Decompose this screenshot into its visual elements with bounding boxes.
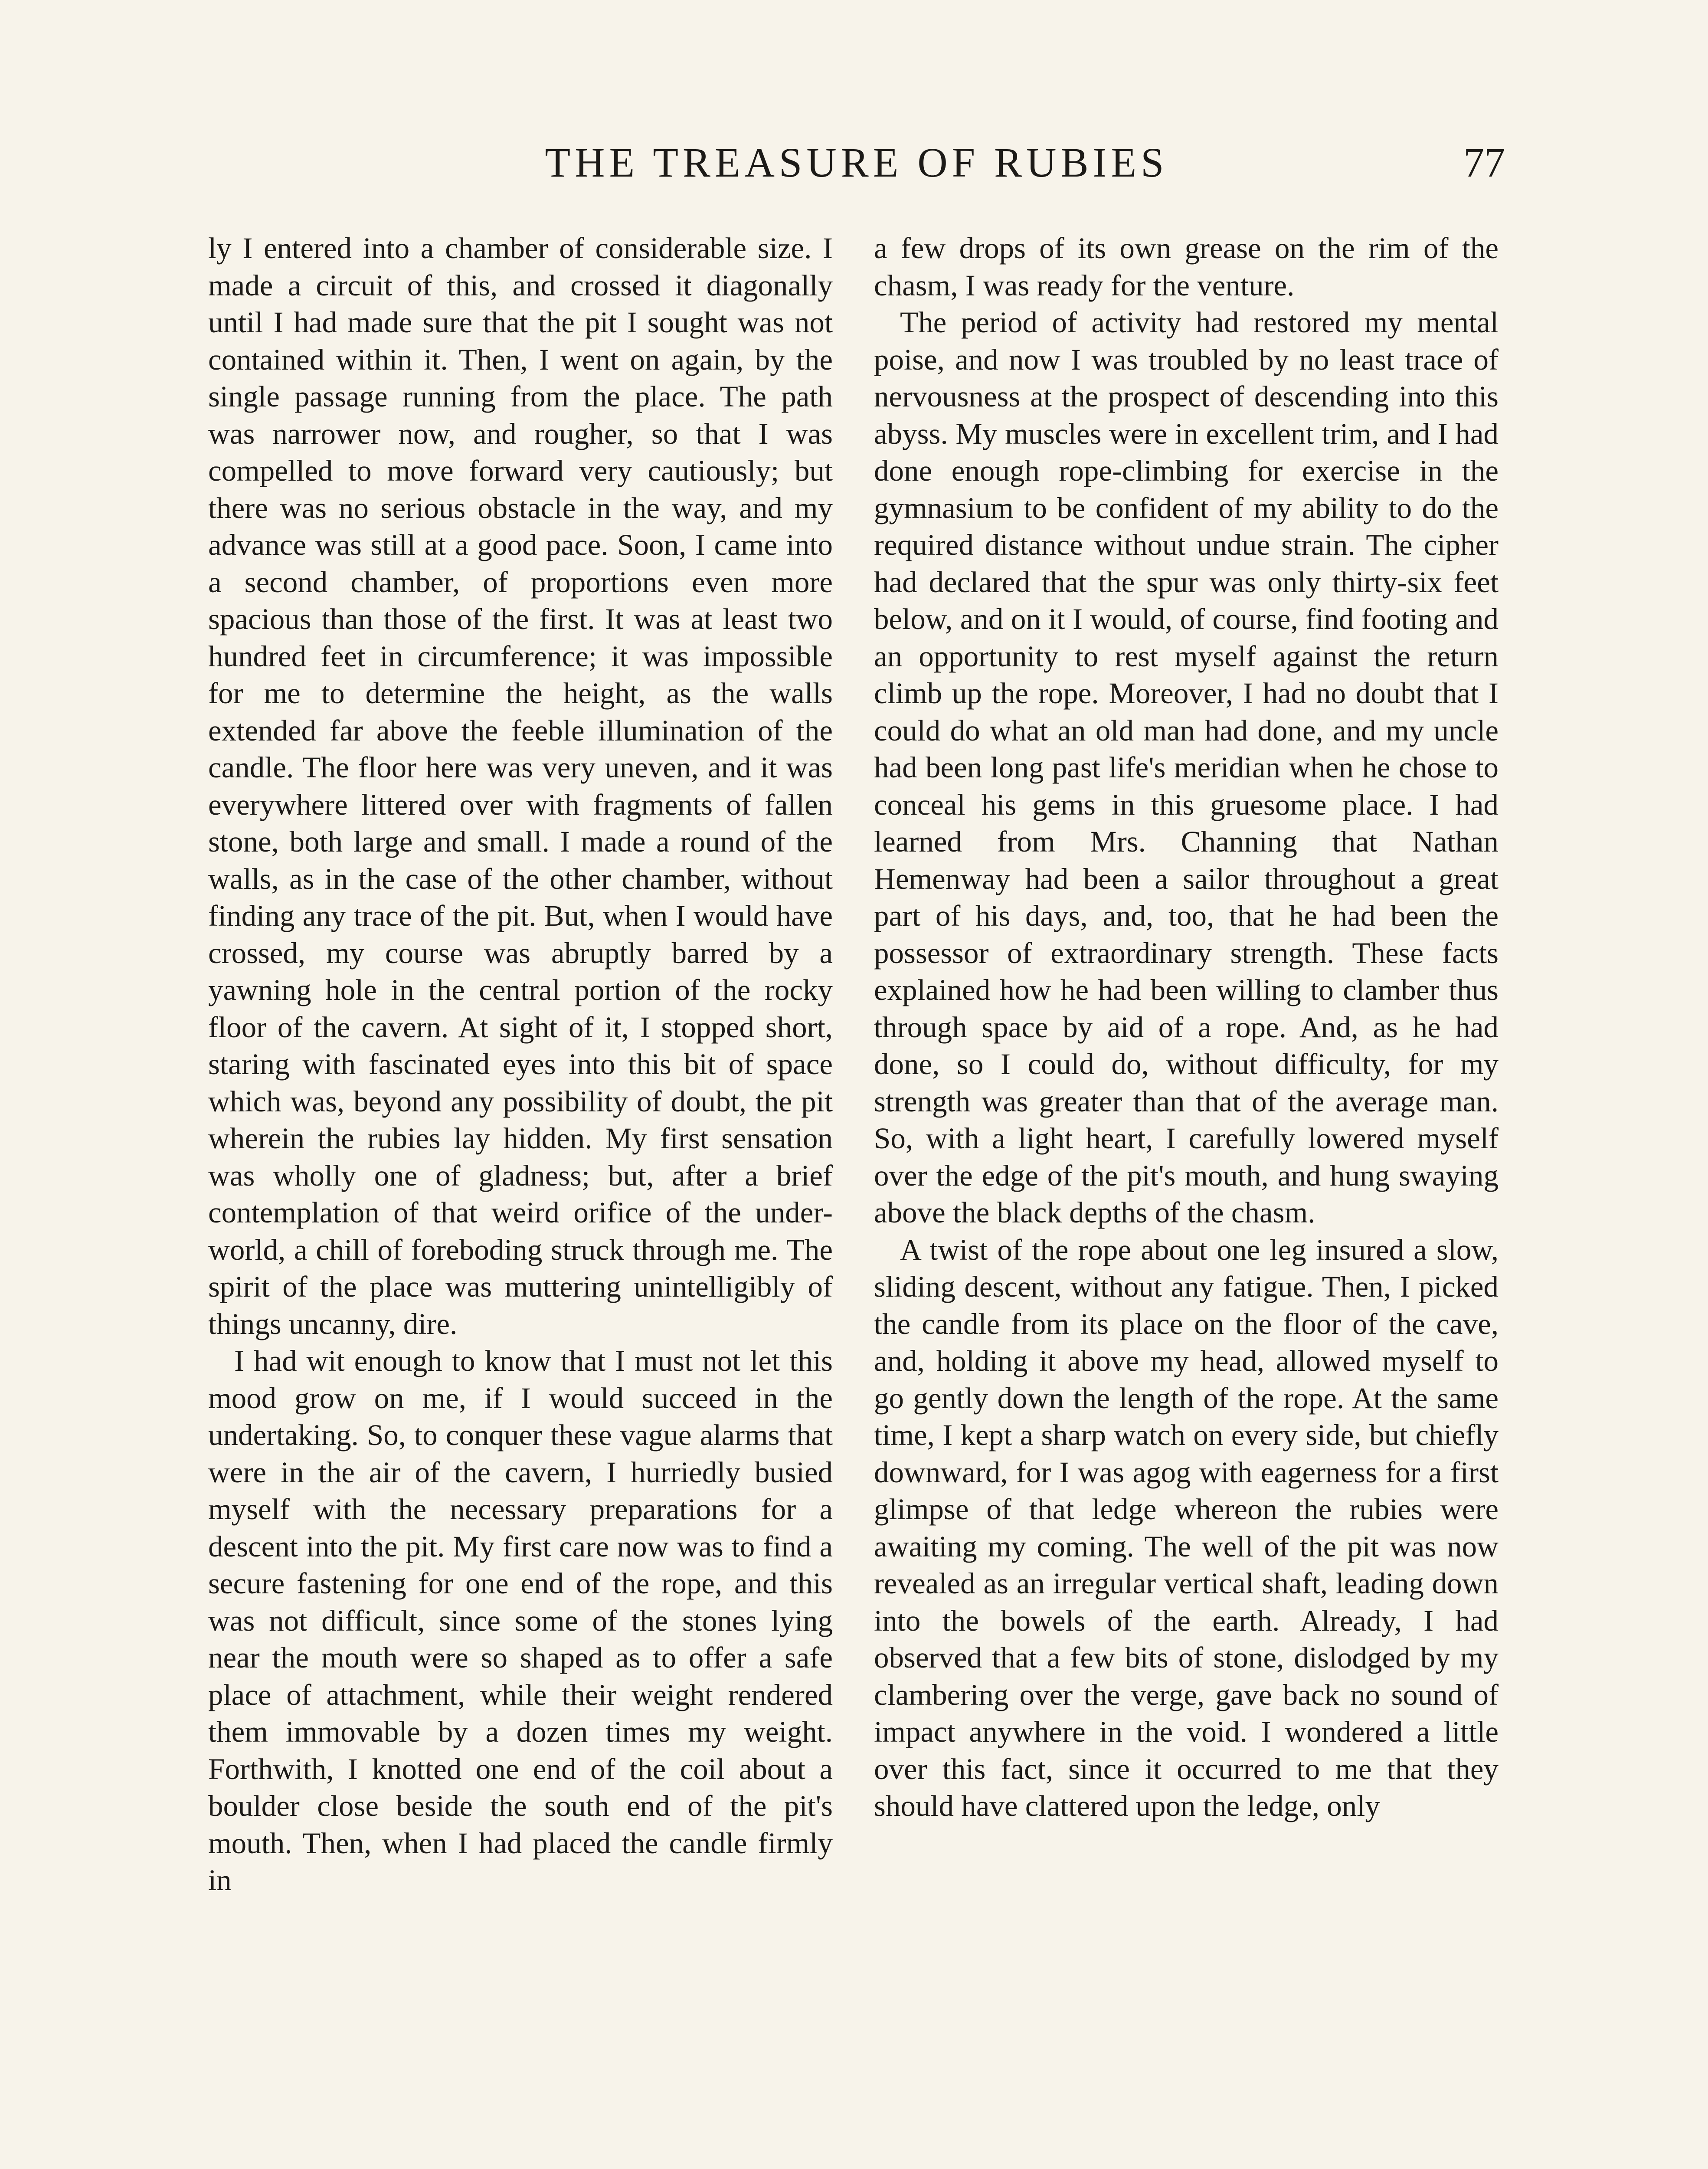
- paragraph: A twist of the rope about one leg insured a slow, sliding descent, without any fatigue. Then, I picked the candle from its place on the floor of the cave, and, holding it above my head, allowed myself to go gently down the length of the rope. At the same time, I kept a sharp watch on every side, but chiefly downward, for I was agog with eagerness for a first glimpse of that ledge whereon the rubies were awaiting my coming. The well of the pit was now revealed as an irregular vertical shaft, leading down into the bowels of the earth. Already, I had observed that a few bits of stone, dislodged by my clambering over the verge, gave back no sound of impact anywhere in the void. I wondered a little over this fact, since it occurred to me that they should have clattered upon the ledge, only: [874, 1233, 1499, 1822]
- text-column-left: [208, 230, 833, 2169]
- page-title: THE TREASURE OF RUBIES: [545, 139, 1168, 186]
- paragraph: I had wit enough to know that I must not let this mood grow on me, if I would succeed in the undertaking. So, to conquer these vague alarms that were in the air of the cavern, I hurriedly busied myself with the necessary preparations for a descent into the pit. My first care now was to find a secure fastening for one end of the rope, and this was not difficult, since some of the stones lying near the mouth were so shaped as to offer a safe place of attachment, while their weight rendered them immovable by a dozen times my weight. Forthwith, I knotted one end of the coil about a boulder close beside the south end of the pit's mouth. Then, when I had placed the candle firmly in: [208, 1344, 833, 1897]
- text-column-right: [874, 230, 1499, 2169]
- paragraph: a few drops of its own grease on the rim of the chasm, I was ready for the venture.: [874, 232, 1499, 302]
- paragraph: ly I entered into a chamber of considerable size. I made a circuit of this, and crossed it diagonally until I had made sure that the pit I sought was not contained within it. Then, I went on again, by the single passage running from the place. The path was narrower now, and rougher, so that I was compelled to move forward very cautiously; but there was no serious obstacle in the way, and my advance was still at a good pace. Soon, I came into a second chamber, of proportions even more spacious than those of the first. It was at least two hundred feet in circumference; it was impossible for me to determine the height, as the walls extended far above the feeble illumination of the candle. The floor here was very uneven, and it was everywhere littered over with fragments of fallen stone, both large and small. I made a round of the walls, as in the case of the other chamber, without finding any trace of the pit. But, when I would have crossed, my course was abruptly barred by a yawning hole in the central portion of the rocky floor of the cavern. At sight of it, I stopped short, staring with fascinated eyes into this bit of space which was, beyond any possibility of doubt, the pit wherein the rubies lay hidden. My first sensation was wholly one of gladness; but, after a brief contemplation of that weird orifice of the under-world, a chill of foreboding struck through me. The spirit of the place was muttering unintelligibly of things uncanny, dire.: [208, 232, 833, 1340]
- page-header: [208, 132, 1505, 193]
- paragraph: The period of activity had restored my mental poise, and now I was troubled by no least trace of nervousness at the prospect of descending into this abyss. My muscles were in excellent trim, and I had done enough rope-climbing for exercise in the gymnasium to be confident of my ability to do the required distance without undue strain. The cipher had declared that the spur was only thirty-six feet below, and on it I would, of course, find footing and an opportunity to rest myself against the return climb up the rope. Moreover, I had no doubt that I could do what an old man had done, and my uncle had been long past life's meridian when he chose to conceal his gems in this gruesome place. I had learned from Mrs. Channing that Nathan Hemenway had been a sailor throughout a great part of his days, and, too, that he had been the possessor of extraordinary strength. These facts explained how he had been willing to clamber thus through space by aid of a rope. And, as he had done, so I could do, without difficulty, for my strength was greater than that of the average man. So, with a light heart, I carefully lowered myself over the edge of the pit's mouth, and hung swaying above the black depths of the chasm.: [874, 306, 1499, 1229]
- page-number: 77: [1463, 139, 1505, 186]
